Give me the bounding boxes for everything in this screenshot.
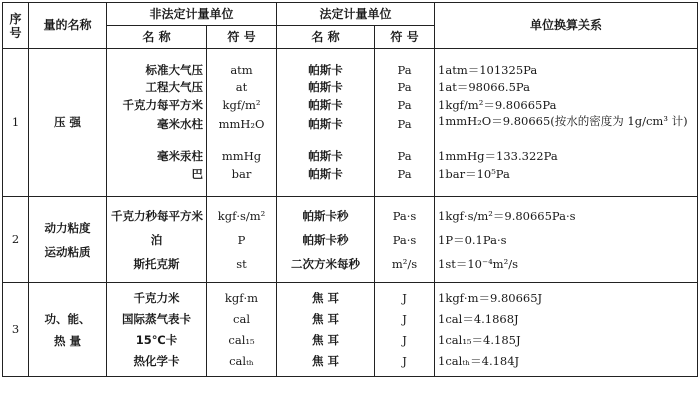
legal-symbol: Pa (397, 117, 412, 132)
quantity-line: 压 强 (53, 114, 81, 129)
header-quantity: 量的名称 (29, 3, 107, 49)
legal-symbols (375, 49, 435, 197)
non-legal-symbol: kgf/m² (222, 97, 261, 112)
legal-symbol: Pa (397, 80, 412, 95)
non-legal-name: 斯托克斯 (133, 256, 180, 271)
legal-symbol: J (402, 332, 407, 347)
non-legal-name: 热化学卡 (133, 353, 180, 368)
legal-name: 帕斯卡 (308, 117, 343, 132)
legal-name: 焦 耳 (312, 332, 340, 347)
legal-names (277, 49, 375, 197)
non-legal-symbol: cal (233, 311, 250, 326)
quantity-line: 热 量 (53, 333, 81, 348)
conversion: 1cal＝4.1868J (438, 311, 519, 326)
quantity-line: 动力粘度 (44, 220, 91, 235)
non-legal-names (107, 197, 207, 283)
non-legal-symbol: mmH₂O (218, 117, 265, 132)
conversions (435, 49, 698, 197)
table-header (3, 3, 698, 49)
legal-symbols (375, 283, 435, 377)
non-legal-name: 泊 (150, 232, 163, 247)
legal-symbol: Pa·s (392, 208, 417, 223)
non-legal-name: 毫米汞柱 (157, 149, 203, 164)
table-row (3, 197, 698, 283)
legal-name: 帕斯卡 (308, 80, 343, 95)
row-number: 1 (3, 49, 29, 197)
legal-name: 焦 耳 (312, 290, 340, 305)
legal-name: 帕斯卡 (308, 166, 343, 181)
quantity-name (29, 49, 107, 197)
header-legal-name: 名 称 (277, 26, 375, 49)
non-legal-symbol: atm (230, 62, 253, 77)
non-legal-name: 千克力米 (133, 290, 180, 305)
table-row (3, 283, 698, 377)
quantity-line: 功、能、 (44, 311, 91, 326)
non-legal-name: 毫米水柱 (157, 117, 203, 132)
legal-name: 帕斯卡 (308, 97, 343, 112)
non-legal-name: 国际蒸气表卡 (122, 311, 191, 326)
legal-name: 帕斯卡 (308, 62, 343, 77)
non-legal-name: 千克力秒每平方米 (111, 208, 203, 223)
non-legal-symbol: calₜₕ (229, 353, 254, 368)
non-legal-name: 标准大气压 (145, 62, 203, 77)
conversion: 1calₜₕ＝4.184J (438, 353, 520, 368)
legal-name: 帕斯卡 (308, 149, 343, 164)
conversion: 1bar＝10⁵Pa (438, 166, 510, 181)
non-legal-symbols (207, 283, 277, 377)
header-non-legal: 非法定计量单位 (107, 3, 277, 26)
non-legal-name: 工程大气压 (145, 80, 203, 95)
legal-name: 二次方米每秒 (291, 256, 361, 271)
row-number: 2 (3, 197, 29, 283)
conversion: 1mmH₂O＝9.80665(按水的密度为 1g/cm³ 计) (438, 114, 688, 129)
non-legal-symbol: kgf·m (224, 290, 259, 305)
conversion: 1mmHg＝133.322Pa (438, 149, 558, 164)
header-no: 序号 (3, 3, 29, 49)
conversion: 1at＝98066.5Pa (438, 80, 530, 95)
non-legal-symbol: P (237, 232, 246, 247)
conversion: 1atm＝101325Pa (438, 62, 538, 77)
non-legal-name: 巴 (191, 166, 203, 181)
legal-symbol: J (402, 311, 407, 326)
unit-conversion-table (2, 2, 698, 377)
legal-symbol: J (402, 353, 407, 368)
row-number: 3 (3, 283, 29, 377)
legal-symbol: m²/s (391, 256, 418, 271)
conversion: 1st＝10⁻⁴m²/s (438, 256, 518, 271)
non-legal-symbol: st (236, 256, 247, 271)
header-non-legal-name: 名 称 (107, 26, 207, 49)
legal-name: 焦 耳 (312, 353, 340, 368)
non-legal-name: 千克力每平方米 (122, 97, 203, 112)
table-row (3, 49, 698, 197)
legal-symbols (375, 197, 435, 283)
non-legal-names (107, 283, 207, 377)
legal-names (277, 197, 375, 283)
non-legal-symbol: bar (231, 166, 252, 181)
header-conversion: 单位换算关系 (435, 3, 698, 49)
quantity-name (29, 283, 107, 377)
header-legal-symbol: 符 号 (375, 26, 435, 49)
non-legal-symbols (207, 197, 277, 283)
header-non-legal-symbol: 符 号 (207, 26, 277, 49)
conversion: 1kgf/m²＝9.80665Pa (438, 97, 557, 112)
legal-symbol: J (402, 290, 407, 305)
quantity-line: 运动粘质 (44, 244, 91, 259)
non-legal-symbol: cal₁₅ (228, 332, 255, 347)
conversions (435, 197, 698, 283)
conversions (435, 283, 698, 377)
legal-symbol: Pa (397, 166, 412, 181)
header-legal: 法定计量单位 (277, 3, 435, 26)
non-legal-symbol: kgf·s/m² (217, 208, 266, 223)
legal-names (277, 283, 375, 377)
non-legal-symbols (207, 49, 277, 197)
legal-symbol: Pa (397, 149, 412, 164)
quantity-name (29, 197, 107, 283)
legal-name: 帕斯卡秒 (302, 232, 349, 247)
conversion: 1cal₁₅＝4.185J (438, 332, 521, 347)
non-legal-symbol: at (235, 80, 248, 95)
non-legal-names (107, 49, 207, 197)
non-legal-name: 15℃卡 (135, 332, 178, 347)
legal-symbol: Pa (397, 62, 412, 77)
legal-name: 焦 耳 (312, 311, 340, 326)
conversion: 1kgf·m＝9.80665J (438, 290, 543, 305)
legal-name: 帕斯卡秒 (302, 208, 349, 223)
conversion: 1kgf·s/m²＝9.80665Pa·s (438, 208, 576, 223)
non-legal-symbol: mmHg (221, 149, 262, 164)
legal-symbol: Pa (397, 97, 412, 112)
conversion: 1P＝0.1Pa·s (438, 232, 507, 247)
legal-symbol: Pa·s (392, 232, 417, 247)
